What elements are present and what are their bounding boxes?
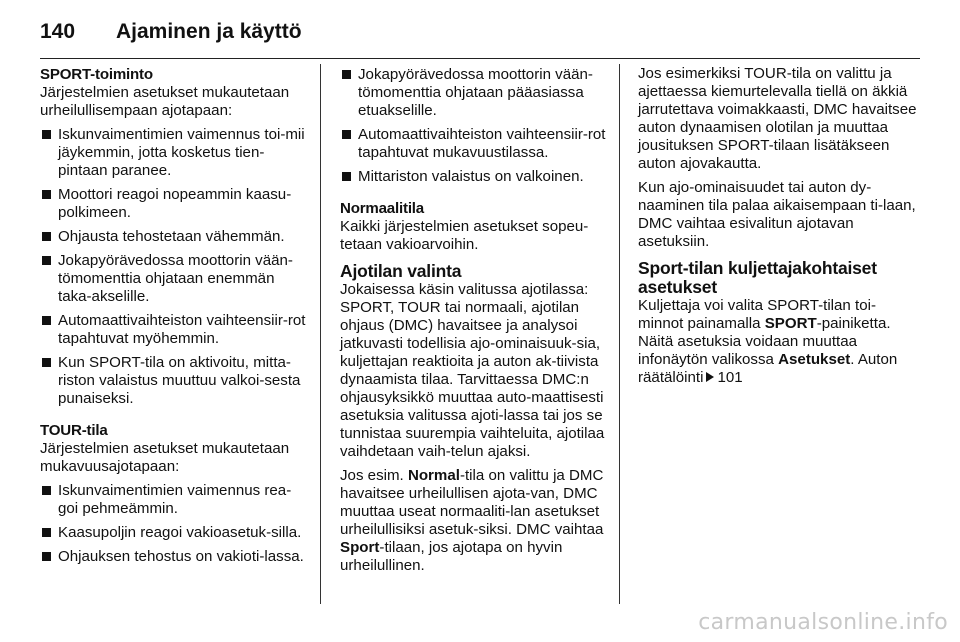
custom-settings-text: Kuljettaja voi valita SPORT-tilan toi-minnot painamalla SPORT-painiketta. Näitä asetuksia voidaan muuttaa infonäytön valikossa Asetukset. Auton räätälöinti 101: [638, 297, 898, 386]
list-item: Automaattivaihteiston vaihteensiir-rot tapahtuvat mukavuustilassa.: [340, 126, 606, 162]
tour-list: [40, 482, 308, 566]
bullet-icon: [342, 70, 351, 79]
list-item: Jokapyörävedossa moottorin vään-tömomenttia ohjataan pääasiassa etuakselille.: [340, 66, 606, 120]
bullet-icon: [42, 316, 51, 325]
sport-list: [40, 126, 308, 408]
list-item: Kun SPORT-tila on aktivoitu, mitta-riston valaistus muuttuu valkoi-sesta punaiseksi.: [40, 354, 308, 408]
list-item: Iskunvaimentimien vaimennus toi-mii jäykemmin, jotta kosketus tien-pintaan paranee.: [40, 126, 308, 180]
bullet-icon: [42, 130, 51, 139]
normal-text: Kaikki järjestelmien asetukset sopeu-tetaan vakioarvoihin.: [340, 218, 589, 253]
column-1: [40, 66, 308, 566]
list-item: Ohjauksen tehostus on vakioti-lassa.: [40, 548, 308, 566]
custom-settings-heading: Sport-tilan kuljettajakohtaiset asetukset: [638, 258, 877, 297]
column-divider-1: [320, 64, 321, 604]
bullet-icon: [42, 358, 51, 367]
list-item: Jokapyörävedossa moottorin vään-tömomenttia ohjataan enemmän taka-akselille.: [40, 252, 308, 306]
drive-mode-text: Jokaisessa käsin valitussa ajotilassa: SPORT, TOUR tai normaali, ajotilan ohjaus (DMC) havaitsee ja analysoi jatkuvasti todellisia ajo-ominaisuuk-sia, kuljettajan reaktioita ja auton ak-tiivista dynaamista tilaa. Tarvittaessa DMC:n ohjausyksikkö muuttaa auto-maattisesti asetuksia valitussa ajoti-lassa tai jos se tunnistaa suurempia vaihteluita, ajotilaa vaihdetaan vaih-telun ajaksi.: [340, 281, 605, 460]
page-title: Ajaminen ja käyttö: [116, 20, 302, 43]
list-item: Iskunvaimentimien vaimennus rea-goi pehmeämmin.: [40, 482, 308, 518]
sport-intro: Järjestelmien asetukset mukautetaan urheilullisempaan ajotapaan:: [40, 84, 290, 119]
sport-button-label: SPORT: [764, 315, 817, 332]
list-item: Moottori reagoi nopeammin kaasu-polkimeen.: [40, 186, 308, 222]
tour-intro: Järjestelmien asetukset mukautetaan mukavuusajotapaan:: [40, 440, 290, 475]
bullet-icon: [42, 486, 51, 495]
column-divider-2: [619, 64, 620, 604]
page-number: 140: [40, 20, 76, 43]
column-2: [340, 66, 606, 575]
return-text: Kun ajo-ominaisuudet tai auton dy-naaminen tila palaa aikaisempaan ti-laan, DMC vaihtaa esivalitun ajotavan asetuksiin.: [638, 179, 916, 250]
bullet-icon: [42, 256, 51, 265]
column-3: [638, 66, 920, 387]
page-header: [40, 16, 920, 59]
list-item: Ohjausta tehostetaan vähemmän.: [40, 228, 308, 246]
bullet-icon: [42, 528, 51, 537]
list-item: Automaattivaihteiston vaihteensiir-rot tapahtuvat myöhemmin.: [40, 312, 308, 348]
list-item: Kaasupoljin reagoi vakioasetuk-silla.: [40, 524, 308, 542]
bullet-icon: [42, 552, 51, 561]
page-reference[interactable]: 101: [717, 369, 743, 386]
settings-menu-label: Asetukset: [778, 351, 851, 368]
bullet-icon: [342, 130, 351, 139]
normal-heading: Normaalitila: [340, 200, 424, 217]
sport-heading: SPORT-toiminto: [40, 66, 153, 83]
page-reference-icon: [706, 372, 714, 382]
bullet-icon: [42, 232, 51, 241]
normal-mode-label: Normal: [407, 467, 460, 484]
example-paragraph: Jos esim. Normal-tila on valittu ja DMC havaitsee urheilullisen ajota-van, DMC muuttaa useat normaaliti-lan asetukset urheilullisiksi asetuk-siksi. DMC vaihtaa Sport-tilaan, jos ajotapa on hyvin urheilullinen.: [340, 467, 604, 574]
sport-mode-label: Sport: [340, 539, 380, 556]
watermark: carmanualsonline.info: [698, 610, 948, 635]
list-item: Mittariston valaistus on valkoinen.: [340, 168, 606, 186]
tour-list-continued: [340, 66, 606, 186]
drive-mode-heading: Ajotilan valinta: [340, 261, 462, 281]
tour-heading: TOUR-tila: [40, 422, 108, 439]
bullet-icon: [342, 172, 351, 181]
tour-example-text: Jos esimerkiksi TOUR-tila on valittu ja ajettaessa kiemurtelevalla tiellä on äkkiä jarrutettava voimakkaasti, DMC havaitsee auton dynaamisen olotilan ja muuttaa jousituksen SPORT-tilaan lisätäkseen auton ajovakautta.: [638, 65, 917, 172]
bullet-icon: [42, 190, 51, 199]
